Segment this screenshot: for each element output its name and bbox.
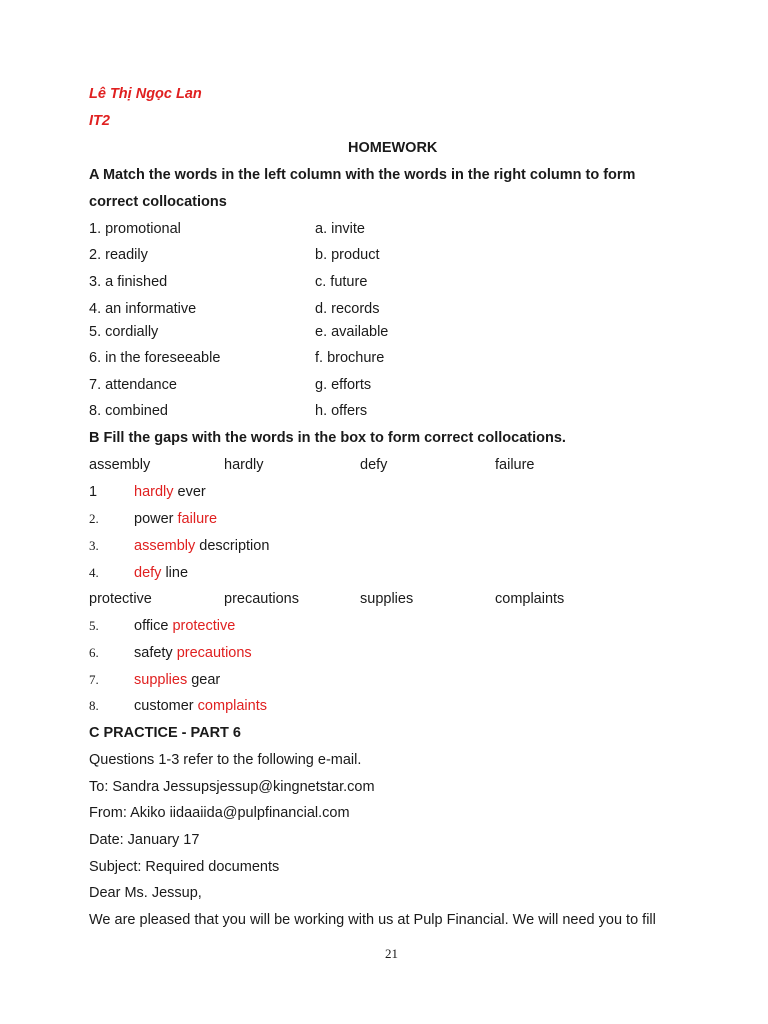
match-left-item: 4. an informative [89, 301, 197, 317]
match-right-item: c. future [315, 274, 368, 290]
email-line: We are pleased that you will be working with us at Pulp Financial. We will need you to fill [89, 912, 656, 928]
fill-item-number: 3. [89, 538, 99, 553]
fill-item [134, 644, 252, 662]
match-right-item: h. offers [315, 403, 368, 419]
word-box-item: failure [495, 457, 535, 473]
fill-word: ever [177, 484, 206, 500]
word-box-item: supplies [360, 591, 414, 607]
email-line: From: Akiko iidaaiida@pulpfinancial.com [89, 805, 350, 821]
section-c-title: C PRACTICE - PART 6 [89, 725, 241, 741]
email-line: To: Sandra Jessupsjessup@kingnetstar.com [89, 779, 375, 795]
fill-answer: supplies [134, 672, 188, 688]
email-line: Subject: Required documents [89, 859, 280, 875]
match-left-item: 1. promotional [89, 221, 181, 237]
match-left-item: 8. combined [89, 403, 168, 419]
word-box-item: assembly [89, 457, 151, 473]
fill-item-number: 6. [89, 645, 99, 660]
section-a-title-cont: correct collocations [89, 194, 227, 210]
word-box-item: protective [89, 591, 152, 607]
match-right-item: g. efforts [315, 377, 372, 393]
match-left-item: 5. cordially [89, 324, 159, 340]
fill-answer: hardly [134, 484, 174, 500]
match-right-item: f. brochure [315, 350, 385, 366]
fill-answer: precautions [176, 645, 252, 661]
match-left-item: 2. readily [89, 247, 148, 263]
fill-word: customer [134, 698, 194, 714]
fill-item-number: 1 [89, 484, 98, 500]
word-box-item: hardly [224, 457, 264, 473]
match-right-item: e. available [315, 324, 389, 340]
email-line: Date: January 17 [89, 832, 200, 848]
fill-answer: complaints [197, 698, 267, 714]
fill-word: safety [134, 645, 173, 661]
page-number: 21 [385, 946, 398, 961]
class-name: IT2 [89, 113, 110, 129]
fill-word: office [134, 618, 169, 634]
fill-item [134, 697, 267, 715]
fill-word: power [134, 511, 174, 527]
fill-item-number: 7. [89, 672, 99, 687]
word-box-item: defy [360, 457, 388, 473]
fill-word: line [165, 565, 189, 581]
fill-item-number: 8. [89, 698, 99, 713]
section-a-title: A Match the words in the left column with the words in the right column to form [89, 167, 636, 183]
fill-answer: failure [177, 511, 218, 527]
match-right-item: a. invite [315, 221, 365, 237]
fill-item-number: 2. [89, 511, 99, 526]
match-right-item: b. product [315, 247, 380, 263]
fill-item [134, 564, 188, 582]
author-name: Lê Thị Ngọc Lan [89, 86, 202, 102]
email-line: Questions 1-3 refer to the following e-mail. [89, 752, 362, 768]
word-box-item: complaints [495, 591, 565, 607]
fill-answer: defy [134, 565, 162, 581]
match-right-item: d. records [315, 301, 380, 317]
fill-answer: assembly [134, 538, 196, 554]
fill-item [134, 537, 269, 555]
email-line: Dear Ms. Jessup, [89, 885, 202, 901]
section-b-title: B Fill the gaps with the words in the box to form correct collocations. [89, 430, 566, 446]
fill-item-number: 4. [89, 565, 99, 580]
fill-item [134, 617, 235, 635]
fill-item [134, 510, 217, 528]
word-box-item: precautions [224, 591, 299, 607]
match-left-item: 3. a finished [89, 274, 168, 290]
fill-answer: protective [172, 618, 236, 634]
page-title: HOMEWORK [348, 140, 438, 156]
fill-item [134, 671, 220, 689]
match-left-item: 6. in the foreseeable [89, 350, 221, 366]
fill-word: gear [191, 672, 221, 688]
fill-item [134, 483, 206, 501]
fill-item-number: 5. [89, 618, 99, 633]
match-left-item: 7. attendance [89, 377, 177, 393]
fill-word: description [199, 538, 270, 554]
